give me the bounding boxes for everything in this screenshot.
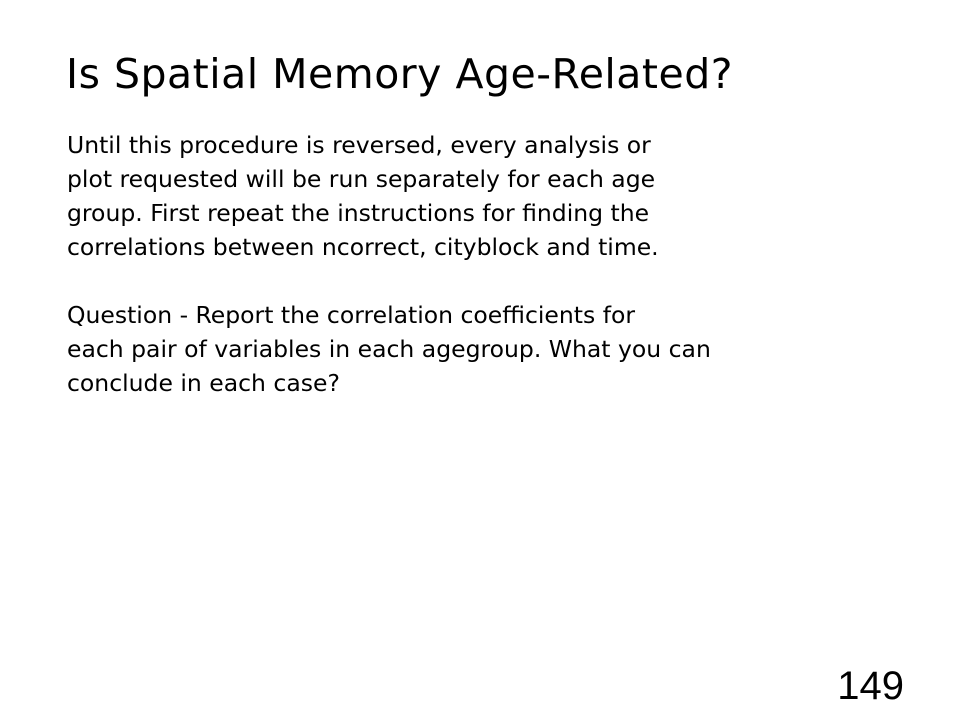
slide-body bbox=[67, 128, 897, 400]
instruction-paragraph: Until this procedure is reversed, every analysis or plot requested will be run separately for each age group. First repeat the instructions for finding the correlations between ncorrect, cityblock and time. bbox=[67, 131, 659, 261]
page-number: 149 bbox=[837, 664, 904, 708]
slide-title: Is Spatial Memory Age-Related? bbox=[66, 50, 734, 98]
question-paragraph: Question - Report the correlation coefficients for each pair of variables in each agegroup. What you can conclude in each case? bbox=[67, 301, 711, 397]
